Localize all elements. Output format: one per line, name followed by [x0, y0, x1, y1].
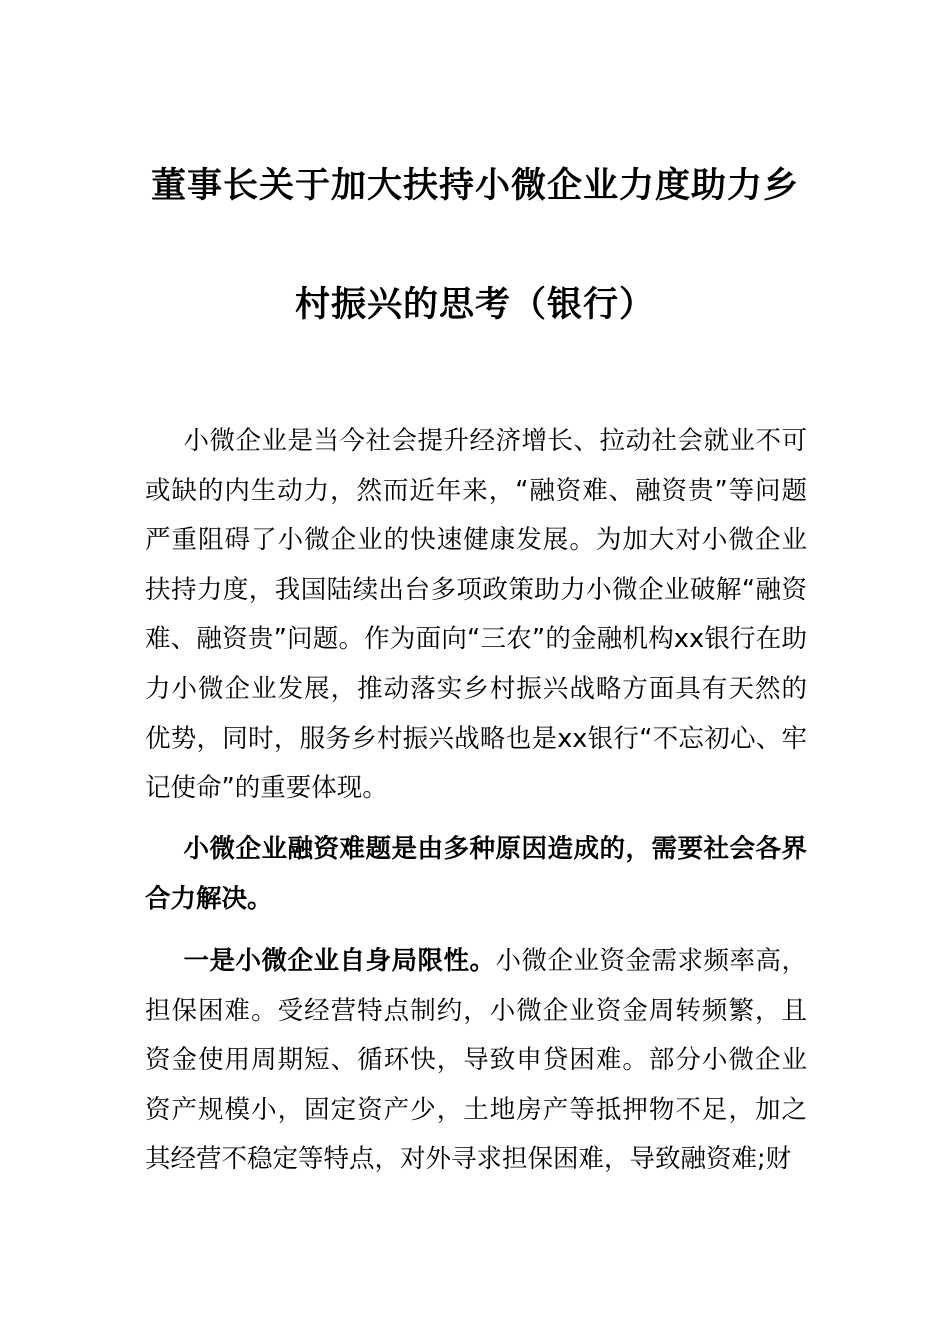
- paragraph-section-heading: [145, 825, 807, 924]
- document-title-line-2: 村振兴的思考（银行）: [294, 285, 655, 325]
- paragraph-point-one: [145, 937, 807, 1185]
- paragraph-section-heading-text: 小微企业融资难题是由多种原因造成的，需要社会各界合力解决。: [145, 834, 807, 914]
- paragraph-point-one-text: 小微企业资金需求频率高，担保困难。受经营特点制约，小微企业资金周转频繁，且资金使用周期短、循环快，导致申贷困难。部分小微企业资产规模小，固定资产少，土地房产等抵押物不足，加之其经营不稳定等特点，对外寻求担保困难，导致融资难;财: [145, 946, 807, 1175]
- paragraph-intro-text: 小微企业是当今社会提升经济增长、拉动社会就业不可或缺的内生动力，然而近年来，“融资难、融资贵”等问题严重阻碍了小微企业的快速健康发展。为加大对小微企业扶持力度，我国陆续出台多项政策助力小微企业破解“融资难、融资贵”问题。作为面向“三农”的金融机构xx银行在助力小微企业发展，推动落实乡村振兴战略方面具有天然的优势，同时，服务乡村振兴战略也是xx银行“不忘初心、牢记使命”的重要体现。: [145, 426, 807, 804]
- document-title-line-1: 董事长关于加大扶持小微企业力度助力乡: [150, 166, 799, 206]
- paragraph-point-one-lead: 一是小微企业自身局限性。: [183, 946, 496, 976]
- paragraph-intro: [145, 417, 807, 814]
